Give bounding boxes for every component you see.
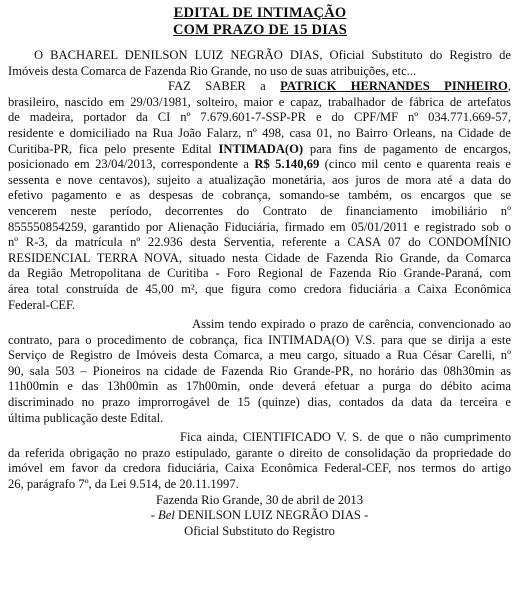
faz-saber-text: FAZ SABER a — [168, 79, 266, 94]
text-line: Serviço de Registro de Imóveis desta Comarca, a meu cargo, situado a Rua César Carelli, nº — [8, 348, 511, 363]
notice-title: EDITAL DE INTIMAÇÃO — [173, 5, 347, 21]
summons-paragraph — [8, 79, 511, 313]
text-line: da Região Metropolitana de Curitiba - Foro Regional de Fazenda Rio Grande-Paraná, com — [8, 266, 511, 281]
intro-paragraph — [8, 48, 511, 79]
text-line: de madeira, portador da CI nº 7.679.601-7-SSP-PR e do CPF/MF nº 034.771.669-57, — [8, 110, 511, 125]
recipient-name: PATRICK HERNANDES PINHEIRO — [280, 79, 508, 94]
intimada-emphasis: INTIMADA(O) — [218, 141, 304, 156]
text-line: nº R-3, da matrícula nº 22.936 desta Serventia, referente a CASA 07 do CONDOMÍNIO — [8, 235, 511, 250]
document-page — [0, 5, 520, 607]
signature-line: - Bel DENILSON LUIZ NEGRÃO DIAS - — [150, 508, 369, 523]
text-line: Curitiba-PR, fica pelo presente Edital INTIMADA(O) para fins de pagamento de encargos, — [8, 141, 512, 156]
text-line: posicionado em 23/04/2013, correspondente a R$ 5.140,69 (cinco mil cento e quarenta reais e — [8, 157, 511, 172]
notice-subtitle: COM PRAZO DE 15 DIAS — [173, 22, 347, 38]
grace-period-paragraph — [8, 317, 511, 426]
notification-paragraph — [8, 430, 511, 492]
text-line: da referida obrigação no prazo estipulado, garante o direito de consolidação da propriedade do — [8, 445, 511, 460]
text-line: área total construída de 45,00 m², que figura como credora fiduciária a Caixa Econômica — [8, 281, 511, 296]
closing-block — [8, 493, 511, 540]
text-line: Federal-CEF. — [8, 297, 76, 312]
text-line: contrato, para o procedimento de cobrança, fica INTIMADA(O) V.S. para que se dirija a este — [8, 332, 511, 347]
text-line: FAZ SABER a PATRICK HERNANDES PINHEIRO, — [168, 79, 511, 94]
text-line: residente e domiciliado na Rua João Falarz, nº 498, casa 01, no Bairro Orleans, na Cidade de — [8, 125, 511, 140]
notice-body — [8, 48, 511, 539]
text-line: O BACHAREL DENILSON LUIZ NEGRÃO DIAS, Oficial Substituto do Registro de — [34, 48, 511, 62]
text-line: 11h00min e das 13h00min as 17h00min, onde deverá efetuar a purga do débito acima — [8, 379, 511, 394]
text-line: 855550854259, garantido por Alienação Fiduciária, firmado em 05/01/2011 e registrado sob o — [8, 219, 511, 234]
amount-due: R$ 5.140,69 — [254, 157, 320, 172]
signatory-name: DENILSON LUIZ NEGRÃO DIAS - — [174, 508, 369, 523]
text-line: Assim tendo expirado o prazo de carência, convencionado ao — [192, 317, 511, 332]
text-line: Fica ainda, CIENTIFICADO V. S. de que o não cumprimento — [180, 430, 511, 445]
text-line: 26, parágrafo 7º, da Lei 9.514, de 20.11.1997. — [8, 477, 239, 492]
place-date: Fazenda Rio Grande, 30 de abril de 2013 — [155, 492, 364, 507]
text-line: 90, sala 503 – Pioneiros na cidade de Fazenda Rio Grande-PR, no horário das 08h30min as — [8, 363, 511, 378]
text-line: efetivo pagamento e as despesas de cobrança, somando-se também, os encargos que se — [8, 188, 511, 203]
text-line: sessenta e nove centavos), sujeito a atualização monetária, aos juros de mora até a data do — [8, 172, 511, 187]
text-line: imóvel em favor da credora fiduciária, Caixa Econômica Federal-CEF, nos termos do artigo — [8, 461, 511, 476]
signatory-role: Oficial Substituto do Registro — [184, 523, 335, 538]
text-line: Imóveis desta Comarca de Fazenda Rio Grande, no uso de suas atribuições, etc... — [8, 63, 417, 78]
text-line: vencerem neste período, decorrentes do Contrato de financiamento imobiliário nº — [8, 203, 511, 218]
text-line: discriminado no prazo improrrogável de 15 (quinze) dias, contados da data da terceira e — [8, 395, 511, 410]
text-line: última publicação deste Edital. — [8, 410, 164, 425]
text-line: brasileiro, nascido em 29/03/1981, solteiro, maior e capaz, trabalhador de fábrica de artefatos — [8, 94, 511, 109]
text-line: RESIDENCIAL TERRA NOVA, situado nesta Cidade de Fazenda Rio Grande, da Comarca — [8, 250, 511, 265]
signature-title: Bel — [158, 508, 175, 523]
